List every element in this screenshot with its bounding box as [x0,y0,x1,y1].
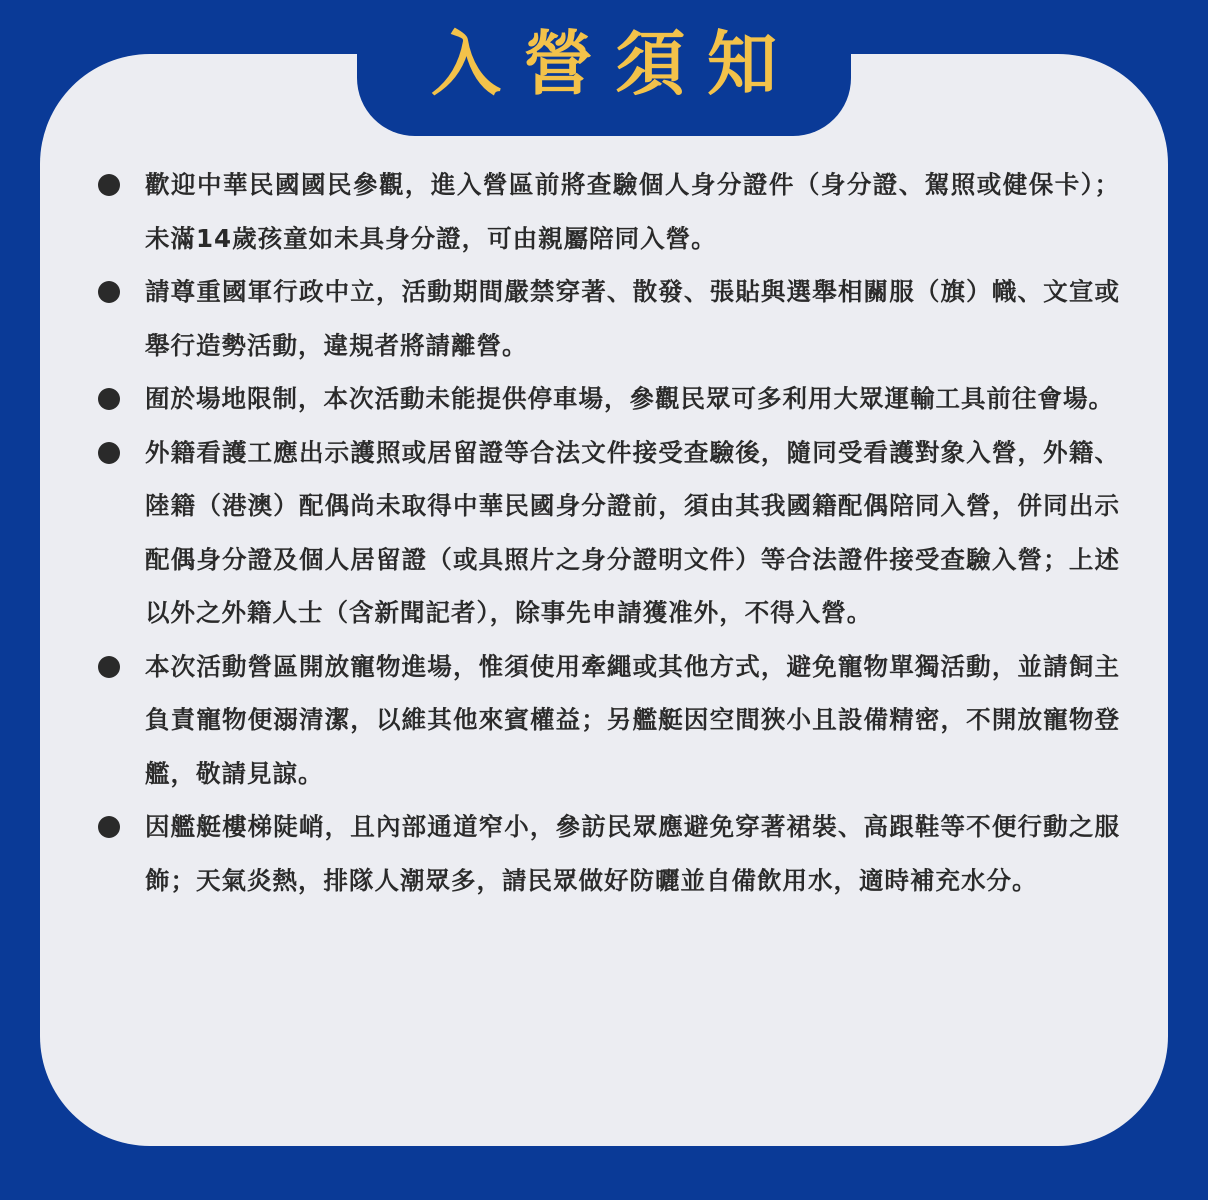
list-item-text: 請尊重國軍行政中立，活動期間嚴禁穿著、散發、張貼與選舉相關服（旗）幟、文宣或舉行造勢活動，違規者將請離營。 [145,277,1120,360]
list-item [90,800,1120,907]
bullet-icon [98,281,120,303]
bullet-icon [98,174,120,196]
bullet-icon [98,388,120,410]
bullet-icon [98,442,120,464]
list-item [90,265,1120,372]
list-item [90,158,1120,265]
list-item-text: 歡迎中華民國國民參觀，進入營區前將查驗個人身分證件（身分證、駕照或健保卡）；未滿14歲孩童如未具身分證，可由親屬陪同入營。 [145,170,1120,253]
notice-list [90,158,1120,907]
bullet-icon [98,656,120,678]
list-item [90,372,1120,426]
list-item-text: 因艦艇樓梯陡峭，且內部通道窄小，參訪民眾應避免穿著裙裝、高跟鞋等不便行動之服飾；天氣炎熱，排隊人潮眾多，請民眾做好防曬並自備飲用水，適時補充水分。 [145,812,1120,895]
list-item [90,640,1120,801]
list-item-text: 外籍看護工應出示護照或居留證等合法文件接受查驗後，隨同受看護對象入營，外籍、陸籍（港澳）配偶尚未取得中華民國身分證前，須由其我國籍配偶陪同入營，併同出示配偶身分證及個人居留證（或具照片之身分證明文件）等合法證件接受查驗入營；上述以外之外籍人士（含新聞記者），除事先申請獲准外，不得入營。 [145,437,1120,627]
title-banner [357,0,851,136]
list-item-text: 本次活動營區開放寵物進場，惟須使用牽繩或其他方式，避免寵物單獨活動，並請飼主負責寵物便溺清潔，以維其他來賓權益；另艦艇因空間狹小且設備精密，不開放寵物登艦，敬請見諒。 [145,651,1120,788]
list-item [90,426,1120,640]
page-title: 入營須知 [431,23,799,105]
list-item-text: 囿於場地限制，本次活動未能提供停車場，參觀民眾可多利用大眾運輸工具前往會場。 [145,384,1114,413]
bullet-icon [98,816,120,838]
